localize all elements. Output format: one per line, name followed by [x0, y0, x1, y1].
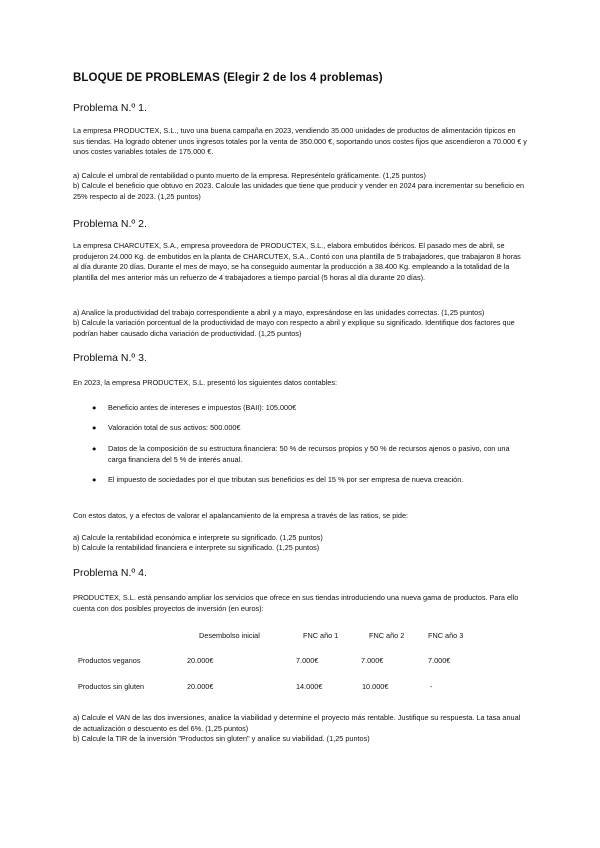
table-cell: 20.000€	[187, 656, 214, 665]
problem-4-question-a: a) Calcule el VAN de las dos inversiones, analice la viabilidad y determine el proyecto más rentable. Justifique su respuesta. La tasa anual de actualización o descuento es del 6%. (1,25 puntos)	[73, 713, 521, 733]
table-cell: 10.000€	[362, 682, 389, 691]
page-title: BLOQUE DE PROBLEMAS (Elegir 2 de los 4 problemas)	[73, 72, 383, 84]
problem-3-bullet-1: Beneficio antes de intereses e impuestos (BAII): 105.000€	[108, 403, 297, 412]
table-header-fnc1: FNC año 1	[303, 631, 339, 640]
table-row-label: Productos sin gluten	[78, 682, 145, 691]
problem-1-question-a: a) Calcule el umbral de rentabilidad o punto muerto de la empresa. Represéntelo gráficamente. (1,25 puntos)	[73, 171, 426, 180]
table-cell: 20.000€	[187, 682, 214, 691]
problem-2-statement: La empresa CHARCUTEX, S.A., empresa proveedora de PRODUCTEX, S.L., elabora embutidos ibéricos. El pasado mes de abril, se produjeron 24.000 Kg. de embutidos en la planta de CHARCUTEX, S.A.. Contó con una plantilla de 5 trabajadores, que trabajaron 8 horas al día durante 20 días. Durante el mes de mayo, se ha conseguido aumentar la producción a 38.400 Kg. empleando a la totalidad de la plantilla del mes anterior más un refuerzo de 4 trabajadores a tiempo parcial (5 horas al día durante 20 días).	[73, 241, 521, 282]
problem-2-question-a: a) Analice la productividad del trabajo correspondiente a abril y a mayo, expresándose en las unidades correctas. (1,25 puntos)	[73, 308, 485, 317]
problem-3-intro: En 2023, la empresa PRODUCTEX, S.L. presentó los siguientes datos contables:	[73, 378, 338, 387]
problem-3-bullet-3: Datos de la composición de su estructura financiera: 50 % de recursos propios y 50 % de recursos ajenos o pasivo, con una carga financiera del 5 % de interés anual.	[108, 444, 510, 464]
problem-3-heading: Problema N.º 3.	[73, 352, 147, 364]
table-cell: 7.000€	[428, 656, 451, 665]
problem-3-question-a: a) Calcule la rentabilidad económica e interprete su significado. (1,25 puntos)	[73, 533, 323, 542]
bullet-icon: ●	[92, 423, 97, 432]
table-cell: 7.000€	[361, 656, 384, 665]
problem-3-closing: Con estos datos, y a efectos de valorar el apalancamiento de la empresa a través de las ratios, se pide:	[73, 511, 409, 520]
problem-4-statement: PRODUCTEX, S.L. está pensando ampliar los servicios que ofrece en sus tiendas introduciendo una nueva gama de productos. Para ello cuenta con dos posibles proyectos de inversión (en euros):	[73, 593, 519, 613]
problem-2-heading: Problema N.º 2.	[73, 218, 147, 230]
bullet-icon: ●	[92, 444, 97, 453]
problem-4-heading: Problema N.º 4.	[73, 567, 147, 579]
problem-4-question-b: b) Calcule la TIR de la inversión "Productos sin gluten" y analice su viabilidad. (1,25 puntos)	[73, 734, 370, 743]
problem-1-heading: Problema N.º 1.	[73, 102, 147, 114]
problem-2-question-b: b) Calcule la variación porcentual de la productividad de mayo con respecto a abril y explique su significado. Identifique dos factores que podrían haber causado dicha variación de productividad. (1,25 puntos)	[73, 318, 515, 338]
table-cell: 7.000€	[296, 656, 319, 665]
table-header-fnc2: FNC año 2	[369, 631, 405, 640]
table-cell: 14.000€	[296, 682, 323, 691]
problem-1-question-b: b) Calcule el beneficio que obtuvo en 2023. Calcule las unidades que tiene que producir y vender en 2024 para incrementar su beneficio en 25% respecto al de 2023. (1,25 puntos)	[73, 181, 525, 201]
table-header-initial: Desembolso inicial	[199, 631, 260, 640]
problem-3-question-b: b) Calcule la rentabilidad financiera e interprete su significado. (1,25 puntos)	[73, 543, 320, 552]
problem-3-bullet-4: El impuesto de sociedades por el que tributan sus beneficios es del 15 % por ser empresa de nueva creación.	[108, 475, 464, 484]
problem-3-bullet-2: Valoración total de sus activos: 500.000€	[108, 423, 241, 432]
problem-1-statement: La empresa PRODUCTEX, S.L., tuvo una buena campaña en 2023, vendiendo 35.000 unidades de productos de alimentación típicos en sus tiendas. Ha logrado obtener unos ingresos totales por la venta de 350.000 €, soportando unos costes fijos que ascendieron a 70.000 € y unos costes variables totales de 175.000 €.	[73, 126, 527, 157]
table-cell: -	[430, 682, 433, 691]
table-header-fnc3: FNC año 3	[428, 631, 464, 640]
bullet-icon: ●	[92, 475, 97, 484]
bullet-icon: ●	[92, 403, 97, 412]
table-row-label: Productos veganos	[78, 656, 141, 665]
